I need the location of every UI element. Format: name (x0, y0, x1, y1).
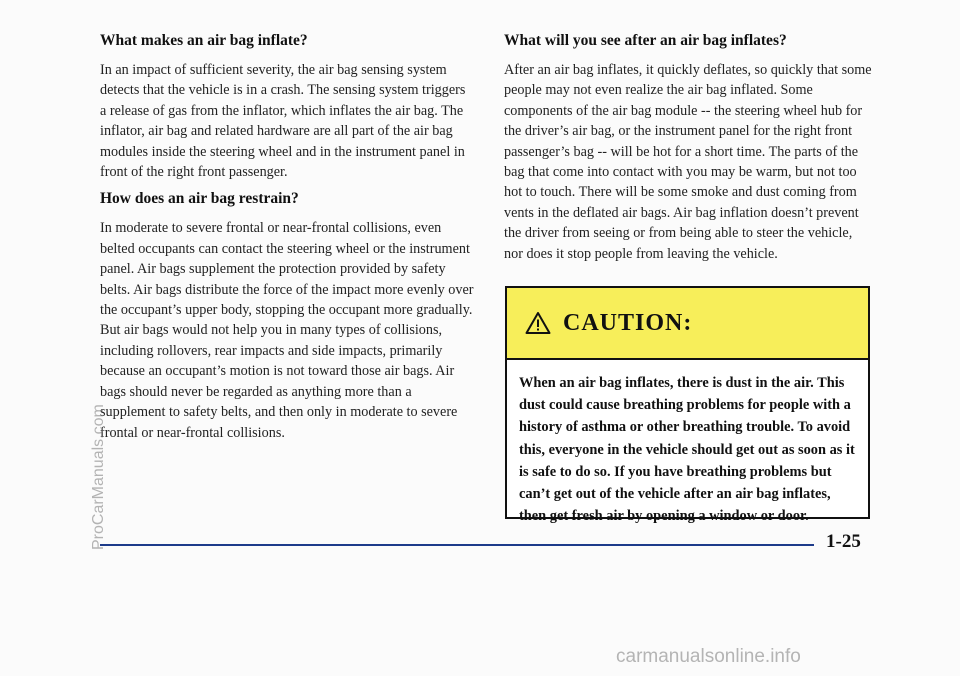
footer-rule (100, 544, 814, 546)
right-column (504, 32, 874, 272)
heading-after-inflates: What will you see after an air bag inflates? (504, 32, 787, 49)
caution-title: CAUTION: (563, 309, 693, 336)
side-watermark: ProCarManuals.com (90, 404, 107, 550)
caution-text: When an air bag inflates, there is dust in the air. This dust could cause breathing problems for people with a history of asthma or other breathing trouble. To avoid this, everyone in the vehicle should get out as soon as it is safe to do so. If you have breathing problems but can’t get out of the vehicle after an air bag inflates, then get fresh air by opening a window or door. (519, 375, 855, 525)
left-column (100, 32, 475, 451)
paragraph-after-inflates: After an air bag inflates, it quickly deflates, so quickly that some people may not even realize the air bag inflated. Some components of the air bag module -- the steering wheel hub for the driver’s air bag, or the instrument panel for the right front passenger’s bag -- will be hot for a short time. The parts of the bag that come into contact with you may be warm, but not too hot to touch. There will be some smoke and dust coming from vents in the deflated air bags. Air bag inflation doesn’t prevent the driver from seeing or from being able to steer the vehicle, nor does it stop people from leaving the vehicle. (504, 62, 872, 262)
heading-what-makes-inflate: What makes an air bag inflate? (100, 32, 308, 49)
bottom-watermark: carmanualsonline.info (616, 646, 801, 667)
caution-header (507, 288, 868, 360)
page-number: 1-25 (826, 531, 861, 552)
caution-box (505, 286, 870, 525)
warning-triangle-icon (525, 311, 551, 335)
heading-how-restrain: How does an air bag restrain? (100, 190, 299, 208)
paragraph-restrain: In moderate to severe frontal or near-frontal collisions, even belted occupants can contact the steering wheel or the instrument panel. Air bags supplement the protection provided by safety belts. Air bags distribute the force of the impact more evenly over the occupant’s upper body, stopping the occupant more gradually. But air bags would not help you in many types of collisions, including rollovers, rear impacts and side impacts, primarily because an occupant’s motion is not toward those air bags. Air bags should never be regarded as anything more than a supplement to safety belts, and then only in moderate to severe frontal or near-frontal collisions. (100, 220, 474, 441)
paragraph-inflate: In an impact of sufficient severity, the air bag sensing system detects that the vehicle is in a crash. The sensing system triggers a release of gas from the inflator, which inflates the air bag. The inflator, air bag and related hardware are all part of the air bag modules inside the steering wheel and in the instrument panel in front of the right front passenger. (100, 62, 466, 181)
